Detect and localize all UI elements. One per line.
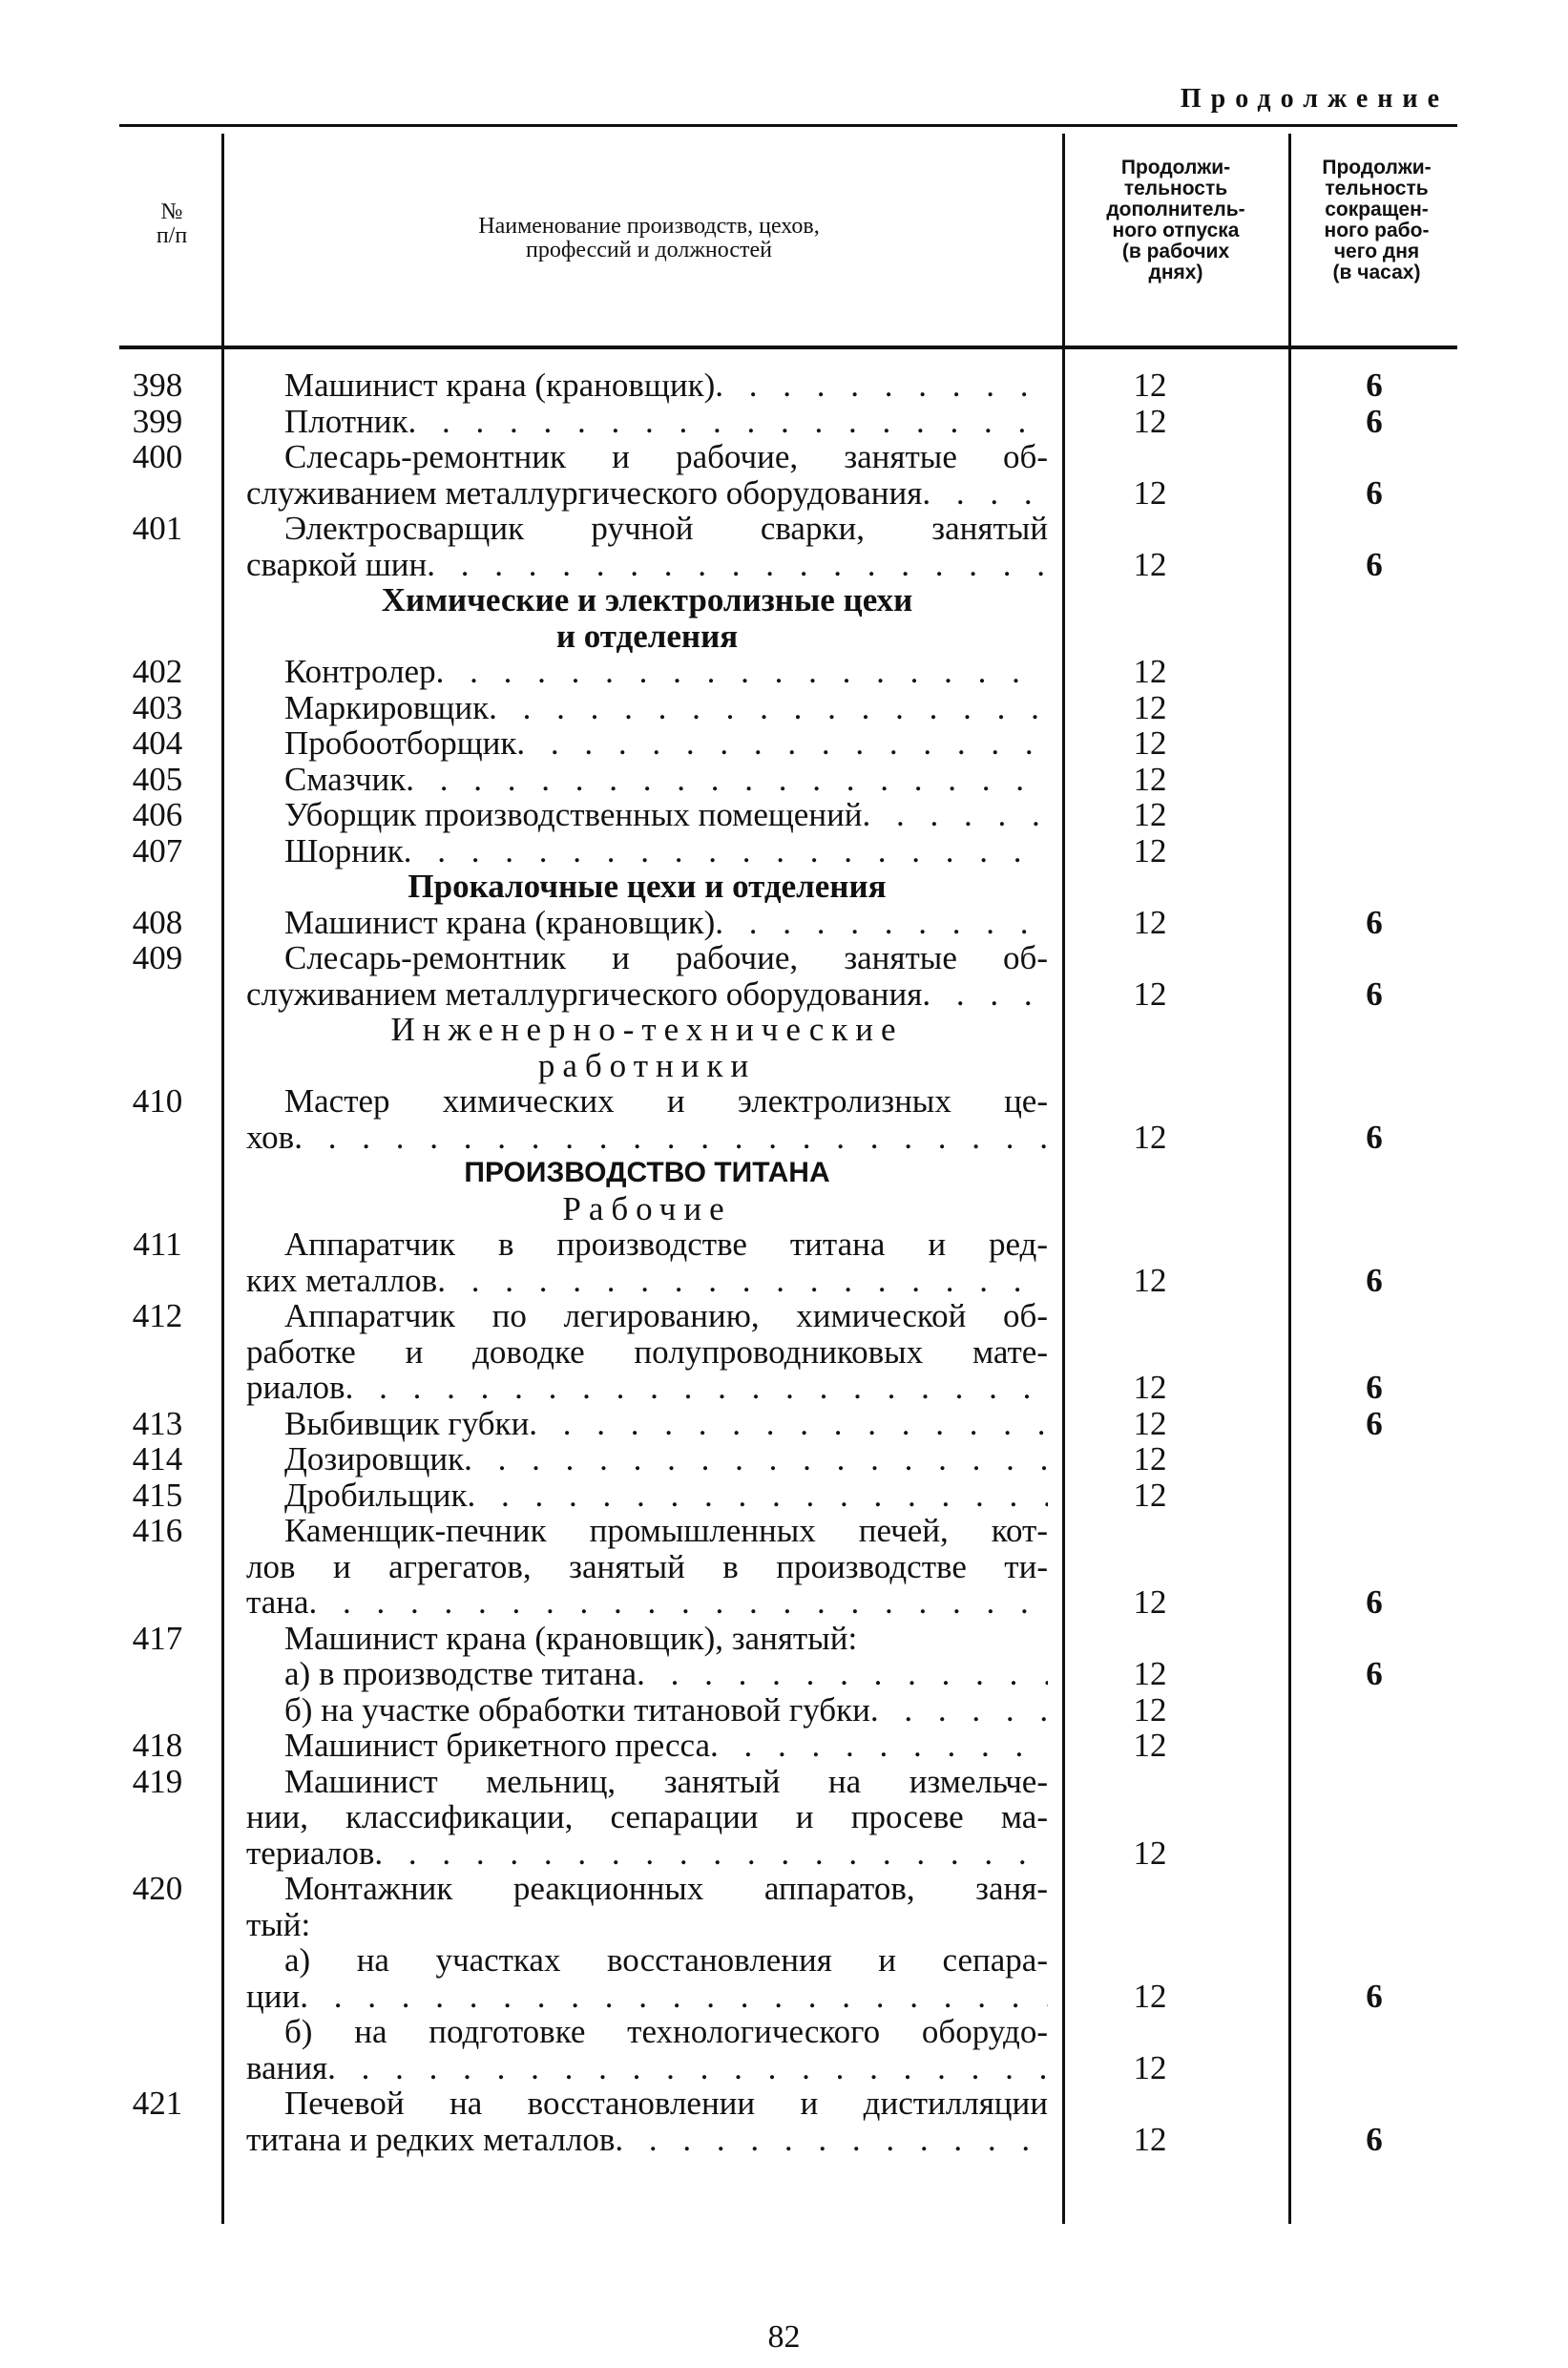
section-heading-line: ПРОИЗВОДСТВО ТИТАНА xyxy=(464,1157,830,1188)
shortened-day-hours: 6 xyxy=(1366,1655,1383,1692)
row-name-line: Электросварщик ручной сварки, занятый xyxy=(284,510,1048,547)
leader-dots xyxy=(489,690,1048,726)
vacation-days: 12 xyxy=(1133,1583,1167,1621)
table-row xyxy=(0,940,1568,1012)
row-number: 401 xyxy=(132,510,183,547)
row-name xyxy=(246,1441,1048,1477)
table-row xyxy=(0,2014,1568,2085)
row-name-line: лов и агрегатов, занятый в производстве ти- xyxy=(246,1547,1048,1585)
row-name-line: Мастер химических и электролизных це- xyxy=(284,1082,1048,1120)
table-row xyxy=(0,511,1568,582)
leader-dots xyxy=(516,725,1048,762)
row-name-line: Печевой на восстановлении и дистилляции xyxy=(284,2085,1048,2122)
table-row xyxy=(0,1656,1568,1692)
row-name xyxy=(246,797,1048,833)
row-name-line: Аппаратчик в производстве титана и ред- xyxy=(284,1226,1048,1263)
row-name xyxy=(246,1656,1048,1692)
vacation-days: 12 xyxy=(1133,1977,1167,2015)
row-name-line: Аппаратчик по легированию, химической об- xyxy=(284,1297,1048,1334)
row-name-line: Пробоотборщик xyxy=(284,724,517,762)
table-row xyxy=(0,833,1568,870)
shortened-day-hours: 6 xyxy=(1366,974,1383,1013)
row-name-line: Контролер xyxy=(284,653,436,690)
leader-dots xyxy=(615,2122,1048,2158)
shortened-day-hours: 6 xyxy=(1366,367,1383,404)
table-row xyxy=(0,654,1568,690)
table-row xyxy=(0,1871,1568,1942)
table-row xyxy=(0,367,1568,404)
row-name-line: Машинист крана (крановщик) xyxy=(284,367,716,404)
vacation-days: 12 xyxy=(1133,1834,1167,1872)
section-heading xyxy=(0,1155,1568,1191)
row-number: 407 xyxy=(132,831,183,870)
row-name-line: Плотник xyxy=(284,402,408,440)
section-heading-line: Рабочие xyxy=(562,1189,732,1227)
vacation-days: 12 xyxy=(1133,974,1167,1013)
row-name xyxy=(246,1728,1048,1764)
leader-dots xyxy=(294,1120,1048,1156)
row-name-line: Монтажник реакционных аппаратов, заня- xyxy=(284,1870,1048,1907)
row-number: 409 xyxy=(132,939,183,976)
row-name-line: Слесарь-ремонтник и рабочие, занятые об- xyxy=(284,438,1048,475)
row-name xyxy=(246,1942,1048,2014)
table-row xyxy=(0,1764,1568,1872)
shortened-day-hours: 6 xyxy=(1366,402,1383,440)
row-name-line: Машинист мельниц, занятый на измельче- xyxy=(284,1762,1048,1800)
shortened-day-hours: 6 xyxy=(1366,1369,1383,1406)
row-number: 414 xyxy=(132,1440,183,1477)
table-row xyxy=(0,1621,1568,1657)
shortened-day-hours: 6 xyxy=(1366,2120,1383,2158)
leader-dots xyxy=(870,1692,1048,1729)
row-number: 411 xyxy=(133,1226,182,1263)
row-name-line: титана и редких металлов xyxy=(246,2120,616,2158)
row-name xyxy=(246,1764,1048,1872)
row-name-line: б) на подготовке технологического оборудо- xyxy=(284,2013,1048,2050)
shortened-day-hours: 6 xyxy=(1366,1404,1383,1442)
row-name-line: ции xyxy=(246,1977,301,2015)
header-vacation: Продолжи- тельность дополнитель- ного отпуска (в рабочих днях) xyxy=(1106,157,1245,284)
leader-dots xyxy=(468,1477,1048,1514)
leader-dots xyxy=(863,797,1048,833)
row-name xyxy=(246,654,1048,690)
row-name-line: служиванием металлургического оборудования xyxy=(246,473,923,512)
leader-dots xyxy=(922,976,1048,1013)
page-number: 82 xyxy=(767,2319,801,2355)
table-row xyxy=(0,1298,1568,1406)
table-row xyxy=(0,905,1568,941)
row-name-line: работке и доводке полупроводниковых мате- xyxy=(246,1332,1048,1371)
row-name xyxy=(246,404,1048,440)
section-heading xyxy=(0,582,1568,654)
row-name-line: Шорник xyxy=(284,831,404,870)
header-shortday: Продолжи- тельность сокращен- ного рабо- чего дня (в часах) xyxy=(1322,157,1432,284)
row-number: 402 xyxy=(132,653,183,690)
vacation-days: 12 xyxy=(1133,1655,1167,1692)
row-name xyxy=(246,1513,1048,1621)
vacation-days: 12 xyxy=(1133,831,1167,870)
leader-dots xyxy=(408,404,1048,440)
table-row xyxy=(0,1226,1568,1298)
table-row xyxy=(0,1692,1568,1729)
table-row xyxy=(0,1513,1568,1621)
row-number: 403 xyxy=(132,688,183,726)
table-row xyxy=(0,762,1568,798)
table-row xyxy=(0,797,1568,833)
vacation-days: 12 xyxy=(1133,1440,1167,1477)
vacation-days: 12 xyxy=(1133,473,1167,512)
shortened-day-hours: 6 xyxy=(1366,1583,1383,1621)
vacation-days: 12 xyxy=(1133,653,1167,690)
leader-dots xyxy=(309,1584,1048,1621)
row-name xyxy=(246,1871,1048,1942)
row-name-line: нии, классификации, сепарации и просеве ма- xyxy=(246,1798,1048,1835)
shortened-day-hours: 6 xyxy=(1366,1977,1383,2015)
row-name xyxy=(246,511,1048,582)
section-heading-line: Инженерно-технические xyxy=(390,1011,904,1048)
row-name xyxy=(246,1621,1048,1657)
row-number: 408 xyxy=(132,903,183,941)
shortened-day-hours: 6 xyxy=(1366,903,1383,941)
row-number: 398 xyxy=(132,367,183,404)
row-number: 419 xyxy=(132,1762,183,1800)
leader-dots xyxy=(637,1656,1048,1692)
section-heading-line: работники xyxy=(537,1046,757,1084)
vacation-days: 12 xyxy=(1133,2048,1167,2086)
leader-dots xyxy=(436,654,1048,690)
row-name xyxy=(246,1406,1048,1442)
section-heading xyxy=(0,869,1568,905)
row-name-line: ких металлов xyxy=(246,1261,438,1299)
row-name-line: риалов xyxy=(246,1369,345,1406)
row-number: 418 xyxy=(132,1727,183,1764)
row-number: 400 xyxy=(132,438,183,475)
vacation-days: 12 xyxy=(1133,760,1167,798)
row-name-line: Машинист крана (крановщик), занятый: xyxy=(284,1619,858,1657)
table-row xyxy=(0,1728,1568,1764)
table-top-rule xyxy=(119,124,1457,127)
row-name xyxy=(246,833,1048,870)
table-row xyxy=(0,1441,1568,1477)
row-name xyxy=(246,367,1048,404)
table-row xyxy=(0,1477,1568,1514)
leader-dots xyxy=(437,1263,1048,1299)
row-name xyxy=(246,1226,1048,1298)
row-name-line: Уборщик производственных помещений xyxy=(284,796,863,833)
row-name xyxy=(246,439,1048,511)
row-name-line: Машинист крана (крановщик) xyxy=(284,903,716,941)
row-name xyxy=(246,905,1048,941)
leader-dots xyxy=(464,1441,1048,1477)
vacation-days: 12 xyxy=(1133,545,1167,583)
row-number: 404 xyxy=(132,724,183,762)
row-name xyxy=(246,2085,1048,2157)
header-num: № п/п xyxy=(156,199,188,249)
section-heading xyxy=(0,1012,1568,1083)
table-body xyxy=(0,367,1568,2157)
row-number: 416 xyxy=(132,1512,183,1549)
row-name-line: служиванием металлургического оборудования xyxy=(246,974,923,1013)
row-name-line: а) в производстве титана xyxy=(284,1655,638,1692)
row-number: 410 xyxy=(132,1082,183,1120)
row-name xyxy=(246,2014,1048,2085)
row-name-line: хов xyxy=(246,1118,295,1156)
row-name-line: Дробильщик xyxy=(284,1476,468,1514)
row-name-line: Каменщик-печник промышленных печей, кот- xyxy=(284,1512,1048,1549)
vacation-days: 12 xyxy=(1133,1404,1167,1442)
section-heading-line: Химические и электролизные цехи xyxy=(381,581,913,618)
row-number: 399 xyxy=(132,402,183,440)
row-name-line: Дозировщик xyxy=(284,1440,465,1477)
section-heading-line: и отделения xyxy=(555,617,739,655)
row-number: 413 xyxy=(132,1404,183,1442)
shortened-day-hours: 6 xyxy=(1366,1261,1383,1299)
row-number: 406 xyxy=(132,796,183,833)
vacation-days: 12 xyxy=(1133,1690,1167,1729)
row-name xyxy=(246,725,1048,762)
vacation-days: 12 xyxy=(1133,1727,1167,1764)
leader-dots xyxy=(406,762,1048,798)
row-name-line: б) на участке обработки титановой губки xyxy=(284,1690,870,1729)
row-name-line: Выбивщик губки xyxy=(284,1404,530,1442)
table-row xyxy=(0,1942,1568,2014)
row-name-line: сваркой шин xyxy=(246,545,428,583)
row-name-line: териалов xyxy=(246,1834,375,1872)
row-number: 417 xyxy=(132,1619,183,1657)
shortened-day-hours: 6 xyxy=(1366,473,1383,512)
table-row xyxy=(0,439,1568,511)
vacation-days: 12 xyxy=(1133,688,1167,726)
leader-dots xyxy=(715,367,1048,404)
row-name xyxy=(246,1477,1048,1514)
leader-dots xyxy=(327,2050,1048,2086)
row-name xyxy=(246,940,1048,1012)
row-name-line: Машинист брикетного пресса xyxy=(284,1727,711,1764)
vacation-days: 12 xyxy=(1133,796,1167,833)
row-number: 405 xyxy=(132,760,183,798)
row-name xyxy=(246,1298,1048,1406)
row-name-line: Маркировщик xyxy=(284,688,490,726)
header-name: Наименование производств, цехов, профессий и должностей xyxy=(478,214,820,263)
vacation-days: 12 xyxy=(1133,903,1167,941)
row-name-line: тый: xyxy=(246,1905,311,1943)
leader-dots xyxy=(300,1979,1048,2015)
vacation-days: 12 xyxy=(1133,1476,1167,1514)
vacation-days: 12 xyxy=(1133,724,1167,762)
row-name-line: Слесарь-ремонтник и рабочие, занятые об- xyxy=(284,939,1048,976)
row-number: 420 xyxy=(132,1870,183,1907)
row-name-line: Смазчик xyxy=(284,760,407,798)
leader-dots xyxy=(715,905,1048,941)
continuation-label: Продолжение xyxy=(1180,84,1449,114)
vacation-days: 12 xyxy=(1133,1261,1167,1299)
section-heading xyxy=(0,1191,1568,1227)
leader-dots xyxy=(922,475,1048,512)
leader-dots xyxy=(404,833,1048,870)
row-name xyxy=(246,690,1048,726)
vacation-days: 12 xyxy=(1133,1369,1167,1406)
table-row xyxy=(0,404,1568,440)
row-name xyxy=(246,1692,1048,1729)
row-name-line: вания xyxy=(246,2048,328,2086)
leader-dots xyxy=(345,1370,1048,1406)
vacation-days: 12 xyxy=(1133,402,1167,440)
leader-dots xyxy=(529,1406,1048,1442)
row-name-line: а) на участках восстановления и сепара- xyxy=(284,1941,1048,1979)
row-number: 421 xyxy=(132,2085,183,2122)
table-row xyxy=(0,2085,1568,2157)
row-number: 412 xyxy=(132,1297,183,1334)
row-name xyxy=(246,762,1048,798)
vacation-days: 12 xyxy=(1133,1118,1167,1156)
row-name-line: тана xyxy=(246,1583,309,1621)
table-row xyxy=(0,690,1568,726)
shortened-day-hours: 6 xyxy=(1366,545,1383,583)
row-number: 415 xyxy=(132,1476,183,1514)
leader-dots xyxy=(427,547,1048,583)
vacation-days: 12 xyxy=(1133,367,1167,404)
leader-dots xyxy=(710,1728,1048,1764)
section-heading-line: Прокалочные цехи и отделения xyxy=(408,868,887,905)
row-name xyxy=(246,1083,1048,1155)
leader-dots xyxy=(374,1835,1048,1872)
table-row xyxy=(0,1406,1568,1442)
shortened-day-hours: 6 xyxy=(1366,1118,1383,1156)
vacation-days: 12 xyxy=(1133,2120,1167,2158)
table-row xyxy=(0,1083,1568,1155)
table-row xyxy=(0,725,1568,762)
header-bottom-rule xyxy=(119,346,1457,349)
